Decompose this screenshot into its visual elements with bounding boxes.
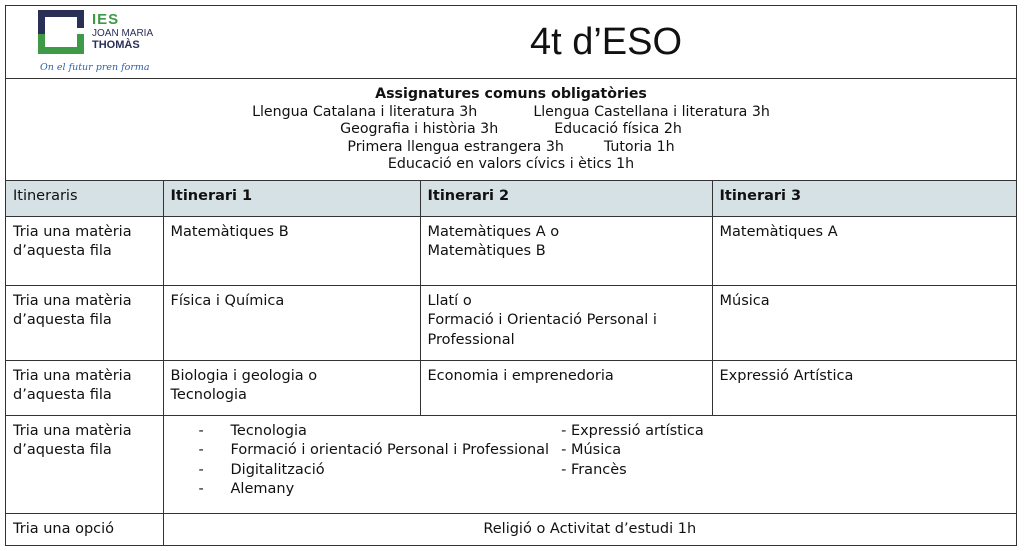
row-label: Tria una matèria d’aquesta fila: [6, 216, 163, 285]
page-title: 4t d’ESO: [529, 21, 683, 63]
list-item: - Tecnologia: [199, 422, 550, 442]
list-item: - Formació i orientació Personal i Professional: [199, 441, 550, 461]
table-cell: Expressió Artística: [712, 360, 1016, 415]
list-item: - Francès: [561, 461, 704, 481]
common-subject: Llengua Castellana i literatura 3h: [533, 103, 770, 120]
list-item: - Digitalització: [199, 461, 550, 481]
school-tagline: On el futur pren forma: [40, 62, 150, 73]
header: [6, 6, 1016, 79]
list-item: - Expressió artística: [561, 422, 704, 442]
table-header-row: [6, 181, 1016, 216]
common-subject: Geografia i història 3h: [340, 121, 499, 137]
table-cell: Llatí o Formació i Orientació Personal i Professional: [420, 285, 712, 360]
itineraries-table: [6, 181, 1016, 545]
common-subject: Llengua Catalana i literatura 3h: [252, 103, 478, 120]
school-name: [92, 12, 153, 51]
options-list-left: [199, 422, 550, 500]
row-label: Tria una matèria d’aquesta fila: [6, 360, 163, 415]
school-name-ies: IES: [92, 11, 120, 28]
table-cell: Música: [712, 285, 1016, 360]
options-list-right: [561, 422, 704, 500]
table-cell: Biologia i geologia o Tecnologia: [163, 360, 420, 415]
common-subject: Tutoria 1h: [603, 138, 675, 155]
row-label: Tria una opció: [6, 513, 163, 545]
row-label: Tria una matèria d’aquesta fila: [6, 415, 163, 513]
table-cell: Matemàtiques A o Matemàtiques B: [420, 216, 712, 285]
options-lists: [171, 422, 1010, 500]
common-row: [6, 121, 1016, 139]
school-name-line2: JOAN MARIA: [92, 28, 154, 39]
list-item: - Alemany: [199, 480, 550, 500]
table-row: [6, 360, 1016, 415]
column-header-itinerari-3: Itinerari 3: [712, 181, 1016, 216]
common-row: [6, 104, 1016, 122]
table-cell: Matemàtiques B: [163, 216, 420, 285]
common-row: [6, 139, 1016, 157]
table-row-final: [6, 513, 1016, 545]
table-row: [6, 285, 1016, 360]
list-item: - Música: [561, 441, 704, 461]
common-subject: Educació física 2h: [554, 121, 682, 137]
common-subject: Educació en valors cívics i ètics 1h: [387, 156, 635, 172]
table-cell: Física i Química: [163, 285, 420, 360]
table-row: [6, 216, 1016, 285]
row-label: Tria una matèria d’aquesta fila: [6, 285, 163, 360]
school-name-line3: THOMÀS: [92, 39, 140, 51]
common-subjects-title: Assignatures comuns obligatòries: [375, 86, 647, 102]
document-frame: [5, 5, 1017, 546]
common-row: [6, 156, 1016, 174]
table-cell: Economia i emprenedoria: [420, 360, 712, 415]
column-header-itineraris: Itineraris: [6, 181, 163, 216]
table-row-options: [6, 415, 1016, 513]
table-cell: Matemàtiques A: [712, 216, 1016, 285]
common-subject: Primera llengua estrangera 3h: [347, 138, 564, 155]
column-header-itinerari-2: Itinerari 2: [420, 181, 712, 216]
options-cell: [163, 415, 1016, 513]
final-option-cell: Religió o Activitat d’estudi 1h: [163, 513, 1016, 545]
column-header-itinerari-1: Itinerari 1: [163, 181, 420, 216]
common-subjects: [6, 79, 1016, 181]
